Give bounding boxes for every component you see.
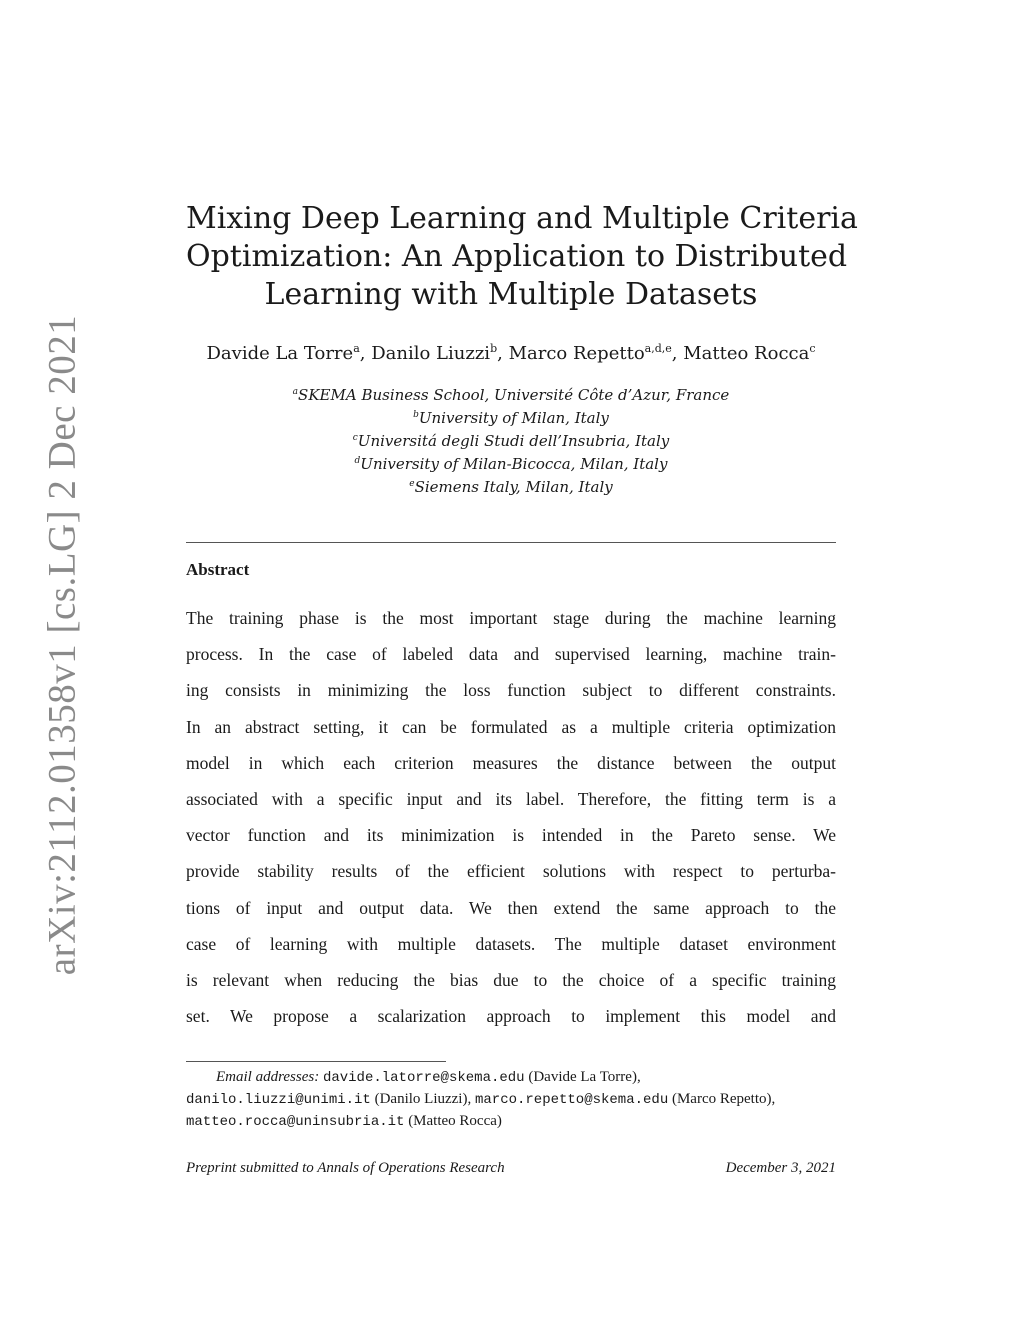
author-affiliation-mark: c bbox=[809, 342, 816, 355]
abstract-line: associated with a specific input and its label. Therefore, the fitting term is a bbox=[186, 788, 836, 809]
abstract-line: In an abstract setting, it can be formulated as a multiple criteria optimization bbox=[186, 716, 836, 737]
email-owner: (Marco Repetto), bbox=[671, 1091, 776, 1107]
preprint-note: Preprint submitted to Annals of Operations Research bbox=[186, 1160, 505, 1176]
author-affiliation-mark: a bbox=[353, 342, 360, 355]
email-link[interactable]: danilo.liuzzi@unimi.it bbox=[186, 1092, 371, 1108]
email-link[interactable]: matteo.rocca@uninsubria.it bbox=[186, 1114, 405, 1130]
affiliation-text: Siemens Italy, Milan, Italy bbox=[414, 478, 613, 496]
affiliation-mark: b bbox=[413, 410, 419, 420]
abstract-line: tions of input and output data. We then extend the same approach to the bbox=[186, 897, 836, 918]
affiliation-text: Universitá degli Studi dell’Insubria, Italy bbox=[357, 432, 670, 450]
affiliation-mark: a bbox=[292, 387, 299, 397]
page-footer bbox=[186, 1160, 836, 1177]
affiliation bbox=[186, 451, 836, 474]
arxiv-identifier: arXiv:2112.01358v1 [cs.LG] 2 Dec 2021 bbox=[40, 314, 84, 976]
abstract-line: model in which each criterion measures the distance between the output bbox=[186, 752, 836, 773]
author-name: Matteo Rocca bbox=[683, 343, 810, 364]
affiliation-mark: d bbox=[354, 456, 361, 466]
abstract-divider bbox=[186, 542, 836, 543]
email-link[interactable]: davide.latorre@skema.edu bbox=[322, 1070, 525, 1086]
title-line: Mixing Deep Learning and Multiple Criteria bbox=[186, 201, 858, 236]
author-name: Davide La Torre bbox=[206, 343, 354, 364]
affiliation-text: University of Milan-Bicocca, Milan, Italy bbox=[360, 455, 668, 473]
email-owner: (Danilo Liuzzi), bbox=[374, 1091, 472, 1107]
email-owner: (Davide La Torre), bbox=[528, 1069, 641, 1085]
footnote-line bbox=[186, 1089, 838, 1111]
footnote-emails bbox=[186, 1067, 838, 1133]
abstract-line: provide stability results of the efficient solutions with respect to perturba- bbox=[186, 861, 836, 882]
affiliation-list bbox=[186, 382, 836, 497]
footnote-divider bbox=[186, 1061, 446, 1062]
abstract-line: process. In the case of labeled data and supervised learning, machine train- bbox=[186, 644, 836, 665]
affiliation bbox=[186, 405, 836, 428]
affiliation-mark: c bbox=[352, 433, 358, 443]
footnote-line bbox=[186, 1067, 838, 1089]
author-name: Danilo Liuzzi bbox=[371, 343, 491, 364]
title-line: Learning with Multiple Datasets bbox=[264, 277, 758, 312]
abstract-line: ing consists in minimizing the loss function subject to different constraints. bbox=[186, 680, 836, 701]
paper-title bbox=[186, 200, 858, 314]
abstract-line: case of learning with multiple datasets. The multiple dataset environment bbox=[186, 933, 836, 954]
affiliation bbox=[186, 428, 836, 451]
author-list: Davide La Torre$^a$, Danilo Liuzzi$^b$, Marco Repetto$^{a,d,e}$, Matteo Rocca$^c$ bbox=[206, 342, 816, 364]
abstract-heading: Abstract bbox=[186, 560, 250, 579]
email-owner: (Matteo Rocca) bbox=[408, 1113, 502, 1129]
author-name: Marco Repetto bbox=[508, 343, 645, 364]
footnote-line bbox=[186, 1111, 838, 1133]
author-affiliation-mark: a,d,e bbox=[644, 342, 672, 355]
abstract-line: The training phase is the most important stage during the machine learning bbox=[186, 608, 836, 628]
affiliation-text: University of Milan, Italy bbox=[418, 409, 609, 427]
abstract-line: is relevant when reducing the bias due to the choice of a specific training bbox=[186, 969, 836, 990]
title-line: Optimization: An Application to Distributed bbox=[186, 239, 848, 274]
abstract-line: set. We propose a scalarization approach to implement this model and bbox=[186, 1006, 836, 1027]
email-link[interactable]: marco.repetto@skema.edu bbox=[474, 1092, 669, 1108]
preprint-date: December 3, 2021 bbox=[725, 1160, 836, 1176]
author-affiliation-mark: b bbox=[490, 342, 498, 355]
affiliation-text: SKEMA Business School, Université Côte d’Azur, France bbox=[298, 386, 730, 404]
affiliation-mark: e bbox=[409, 479, 415, 489]
affiliation bbox=[186, 382, 836, 405]
affiliation bbox=[186, 474, 836, 497]
abstract-line: vector function and its minimization is intended in the Pareto sense. We bbox=[186, 825, 836, 846]
abstract-text bbox=[186, 600, 836, 1034]
footnote-label: Email addresses: bbox=[216, 1069, 320, 1085]
